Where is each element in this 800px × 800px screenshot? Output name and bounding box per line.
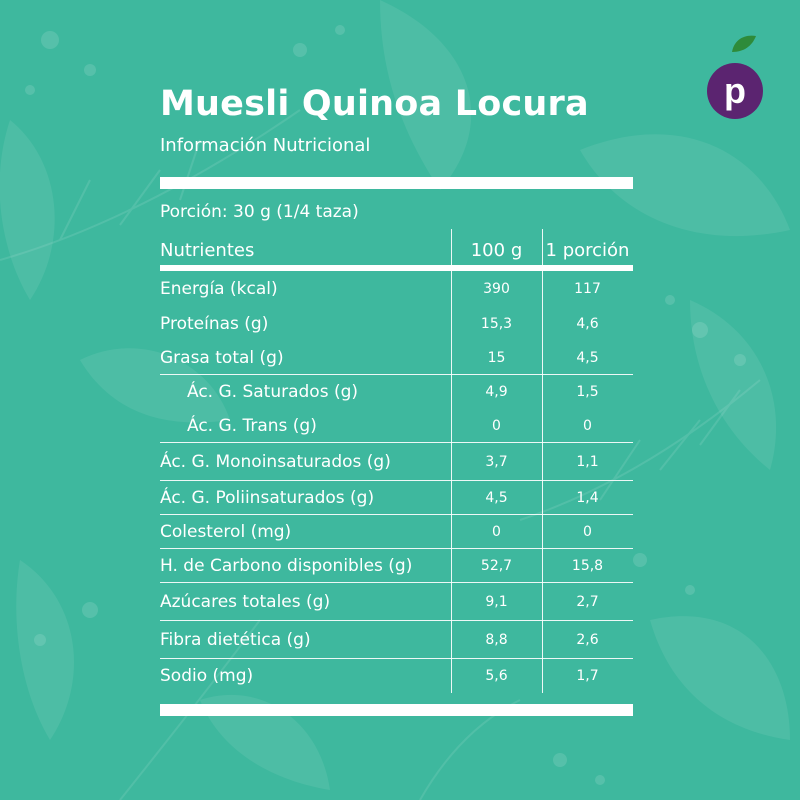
bottom-divider-bar — [160, 704, 633, 716]
value-per-100g: 15,3 — [480, 316, 513, 332]
value-per-100g: 4,9 — [485, 384, 508, 400]
nutrient-label: H. de Carbono disponibles (g) — [160, 556, 413, 576]
value-per-100g: 4,5 — [485, 490, 508, 506]
value-per-portion: 1,4 — [576, 490, 599, 506]
table-row — [160, 621, 633, 659]
table-header-row — [160, 229, 633, 271]
top-divider-bar — [160, 177, 633, 189]
table-row — [160, 481, 633, 515]
table-row — [160, 549, 633, 583]
value-per-100g: 390 — [483, 281, 510, 297]
value-per-portion: 0 — [583, 524, 592, 540]
value-per-100g: 9,1 — [485, 594, 508, 610]
value-per-100g: 5,6 — [485, 668, 508, 684]
value-per-portion: 1,7 — [576, 668, 599, 684]
nutrient-label: Proteínas (g) — [160, 314, 269, 334]
value-per-100g: 3,7 — [485, 454, 508, 470]
value-per-100g: 0 — [492, 418, 501, 434]
value-per-100g: 0 — [492, 524, 501, 540]
value-per-portion: 2,7 — [576, 594, 599, 610]
table-row — [160, 583, 633, 621]
nutrient-label: Ác. G. Saturados (g) — [187, 382, 359, 402]
header-nutrients: Nutrientes — [160, 239, 255, 261]
value-per-portion: 2,6 — [576, 632, 599, 648]
nutrient-label: Ác. G. Trans (g) — [187, 416, 317, 436]
value-per-100g: 15 — [487, 350, 506, 366]
nutrition-table — [160, 229, 633, 693]
nutrient-label: Colesterol (mg) — [160, 522, 292, 542]
subtitle: Información Nutricional — [160, 135, 371, 156]
product-title: Muesli Quinoa Locura — [160, 84, 589, 124]
table-row — [160, 375, 633, 409]
table-row — [160, 515, 633, 549]
header-per-portion: 1 porción — [545, 239, 630, 261]
value-per-portion: 1,5 — [576, 384, 599, 400]
value-per-portion: 4,6 — [576, 316, 599, 332]
value-per-portion: 117 — [574, 281, 601, 297]
nutrient-label: Ác. G. Monoinsaturados (g) — [160, 452, 391, 472]
value-per-100g: 8,8 — [485, 632, 508, 648]
table-row — [160, 443, 633, 481]
nutrient-label: Sodio (mg) — [160, 666, 254, 686]
brand-logo — [706, 34, 764, 120]
nutrient-label: Grasa total (g) — [160, 348, 284, 368]
value-per-100g: 52,7 — [480, 558, 513, 574]
nutrient-label: Fibra dietética (g) — [160, 630, 311, 650]
logo-letter: p — [724, 70, 746, 111]
table-row — [160, 659, 633, 693]
header-per-100g: 100 g — [470, 239, 523, 261]
value-per-portion: 0 — [583, 418, 592, 434]
table-row — [160, 271, 633, 307]
table-row — [160, 307, 633, 341]
value-per-portion: 1,1 — [576, 454, 599, 470]
portion-size: Porción: 30 g (1/4 taza) — [160, 202, 359, 222]
table-row — [160, 409, 633, 443]
value-per-portion: 4,5 — [576, 350, 599, 366]
nutrient-label: Ác. G. Poliinsaturados (g) — [160, 488, 375, 508]
nutrient-label: Azúcares totales (g) — [160, 592, 331, 612]
value-per-portion: 15,8 — [571, 558, 604, 574]
table-row — [160, 341, 633, 375]
nutrient-label: Energía (kcal) — [160, 279, 278, 299]
